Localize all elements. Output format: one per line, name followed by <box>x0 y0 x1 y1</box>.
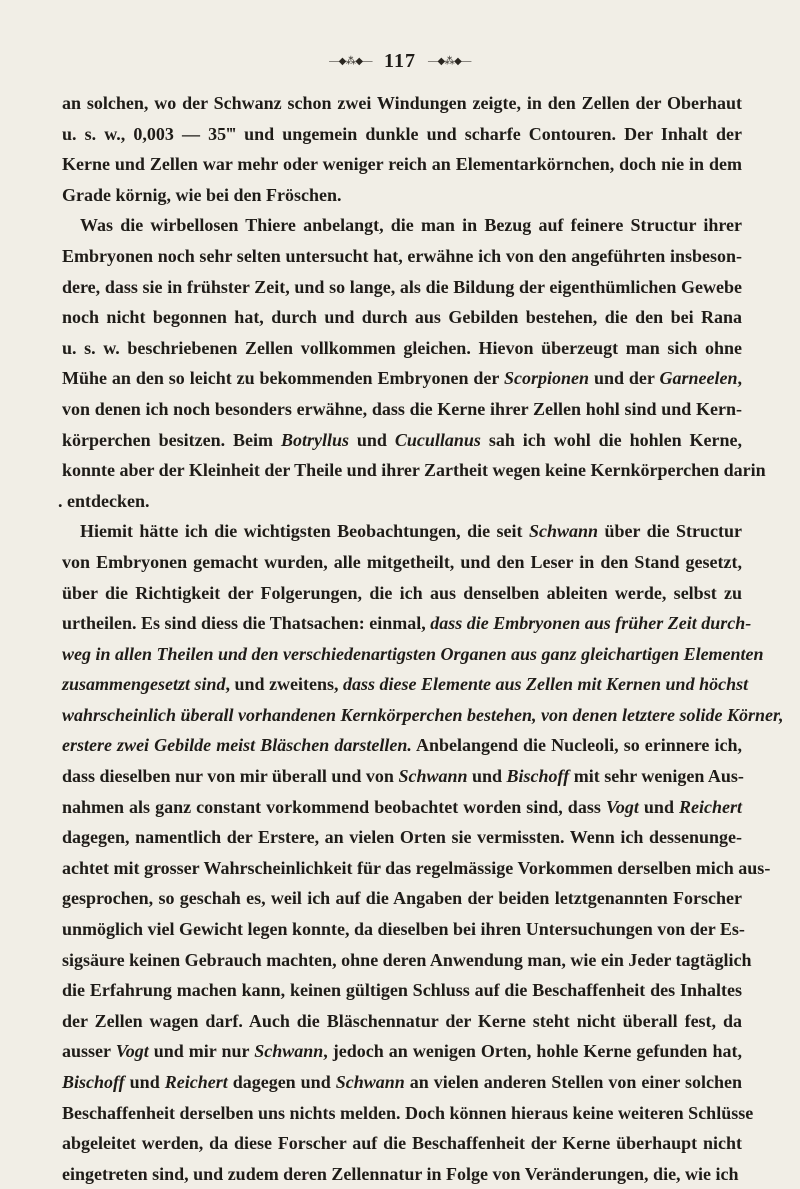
text-line: Bischoff und Reichert dagegen und Schwann an vielen anderen Stellen von einer solchen <box>62 1072 742 1092</box>
text-line: Was die wirbellosen Thiere anbelangt, die man in Bezug auf feinere Structur ihrer <box>80 215 742 236</box>
text-line: an solchen, wo der Schwanz schon zwei Windungen zeigte, in den Zellen der Oberhaut <box>62 93 742 113</box>
text-line: gesprochen, so geschah es, weil ich auf die Angaben der beiden letztgenannten Forscher <box>62 888 742 909</box>
text-line: über die Richtigkeit der Folgerungen, die ich aus denselben ableiten werde, selbst zu <box>62 582 742 603</box>
text-line <box>62 700 784 731</box>
text-line: ausser Vogt und mir nur Schwann, jedoch an wenigen Orten, hohle Kerne gefunden hat, <box>62 1041 742 1062</box>
italic-phrase: Scorpionen <box>504 368 590 389</box>
italic-phrase: Schwann <box>335 1072 405 1092</box>
text-line: noch nicht begonnen hat, durch und durch aus Gebilden bestehen, die den bei Rana <box>62 307 742 328</box>
text-line: eingetreten sind, und zudem deren Zellennatur in Folge von Veränderungen, die, wie ich <box>62 1163 739 1184</box>
italic-phrase: zusammengesetzt sind <box>62 674 226 695</box>
italic-phrase: Reichert <box>679 796 742 817</box>
ornament-right: —◆⁂◆— <box>427 56 471 67</box>
text-line: achtet mit grosser Wahrscheinlichkeit für das regelmässige Vorkommen derselben mich aus- <box>62 857 771 878</box>
body-text <box>58 88 784 1189</box>
text-line: dere, dass sie in frühster Zeit, und so lange, als die Bildung der eigenthümlichen Gewebe <box>62 276 742 297</box>
italic-phrase: wahrscheinlich überall vorhandenen Kernkörperchen bestehen, von denen letztere solide Körner, <box>62 704 784 725</box>
text-line: u. s. w., 0,003 — 35‴ und ungemein dunkle und scharfe Contouren. Der Inhalt der <box>62 123 742 144</box>
text-line: Mühe an den so leicht zu bekommenden Embryonen der Scorpionen und der Garneelen, <box>62 368 742 389</box>
text-line: zusammengesetzt sind, und zweitens, dass diese Elemente aus Zellen mit Kernen und höchst <box>62 674 749 695</box>
text-line <box>62 639 764 670</box>
italic-phrase: Schwann <box>528 521 599 542</box>
text-line: nahmen als ganz constant vorkommend beobachtet worden sind, dass Vogt und Reichert <box>62 796 742 817</box>
italic-phrase: Botryllus <box>280 429 349 450</box>
text-line: Grade körnig, wie bei den Fröschen. <box>62 184 342 205</box>
page-number: 117 <box>384 50 416 72</box>
italic-phrase: Schwann <box>254 1041 324 1062</box>
text-line: erstere zwei Gebilde meist Bläschen darstellen. Anbelangend die Nucleoli, so erinnere ich, <box>62 735 742 756</box>
italic-phrase: Vogt <box>115 1041 149 1062</box>
text-line: der Zellen wagen darf. Auch die Bläschennatur der Kerne steht nicht überall fest, da <box>62 1010 742 1031</box>
page-header <box>0 50 800 73</box>
text-line: Kerne und Zellen war mehr oder weniger reich an Elementarkörnchen, doch nie in dem <box>62 154 742 175</box>
italic-phrase: Cucullanus <box>394 429 481 450</box>
text-line: konnte aber der Kleinheit der Theile und ihrer Zartheit wegen keine Kernkörperchen darin <box>62 460 766 481</box>
italic-phrase: Bischoff <box>506 766 570 787</box>
text-line: von denen ich noch besonders erwähne, dass die Kerne ihrer Zellen hohl sind und Kern- <box>62 398 742 419</box>
text-line: von Embryonen gemacht wurden, alle mitgetheilt, und den Leser in den Stand gesetzt, <box>62 551 742 572</box>
text-line: u. s. w. beschriebenen Zellen vollkommen gleichen. Hievon überzeugt man sich ohne <box>62 337 742 358</box>
text-line: Embryonen noch sehr selten untersucht hat, erwähne ich von den angeführten insbeson- <box>62 245 742 266</box>
text-line: . entdecken. <box>58 490 150 511</box>
italic-phrase: Schwann <box>398 766 468 787</box>
italic-phrase: Bischoff <box>62 1072 125 1092</box>
text-line: sigsäure keinen Gebrauch machten, ohne deren Anwendung man, wie ein Jeder tagtäglich <box>62 949 752 970</box>
italic-phrase: weg in allen Theilen und den verschiedenartigsten Organen aus ganz gleichartigen Elementen <box>62 643 764 664</box>
ornament-left: —◆⁂◆— <box>329 56 373 67</box>
text-line: abgeleitet werden, da diese Forscher auf die Beschaffenheit der Kerne überhaupt nicht <box>62 1133 742 1154</box>
italic-phrase: dass die Embryonen aus früher Zeit durch- <box>430 613 752 634</box>
text-line: unmöglich viel Gewicht legen konnte, da dieselben bei ihren Untersuchungen von der Es- <box>62 919 745 940</box>
text-line: Hiemit hätte ich die wichtigsten Beobachtungen, die seit Schwann über die Structur <box>80 521 742 542</box>
italic-phrase: erstere zwei Gebilde meist Bläschen darstellen. <box>62 735 412 756</box>
text-line: körperchen besitzen. Beim Botryllus und Cucullanus sah ich wohl die hohlen Kerne, <box>62 429 742 450</box>
text-line: urtheilen. Es sind diess die Thatsachen: einmal, dass die Embryonen aus früher Zeit durch- <box>62 613 752 634</box>
italic-phrase: Garneelen <box>659 368 738 389</box>
text-line: dagegen, namentlich der Erstere, an vielen Orten sie vermissten. Wenn ich dessenunge- <box>62 827 742 848</box>
text-line: die Erfahrung machen kann, keinen gültigen Schluss auf die Beschaffenheit des Inhaltes <box>62 980 742 1001</box>
italic-phrase: dass diese Elemente aus Zellen mit Kernen und höchst <box>343 674 749 695</box>
text-line: dass dieselben nur von mir überall und von Schwann und Bischoff mit sehr wenigen Aus- <box>62 766 744 787</box>
italic-phrase: Vogt <box>605 796 639 817</box>
italic-phrase: Reichert <box>164 1072 228 1092</box>
text-line: Beschaffenheit derselben uns nichts melden. Doch können hieraus keine weiteren Schlüsse <box>62 1102 754 1123</box>
